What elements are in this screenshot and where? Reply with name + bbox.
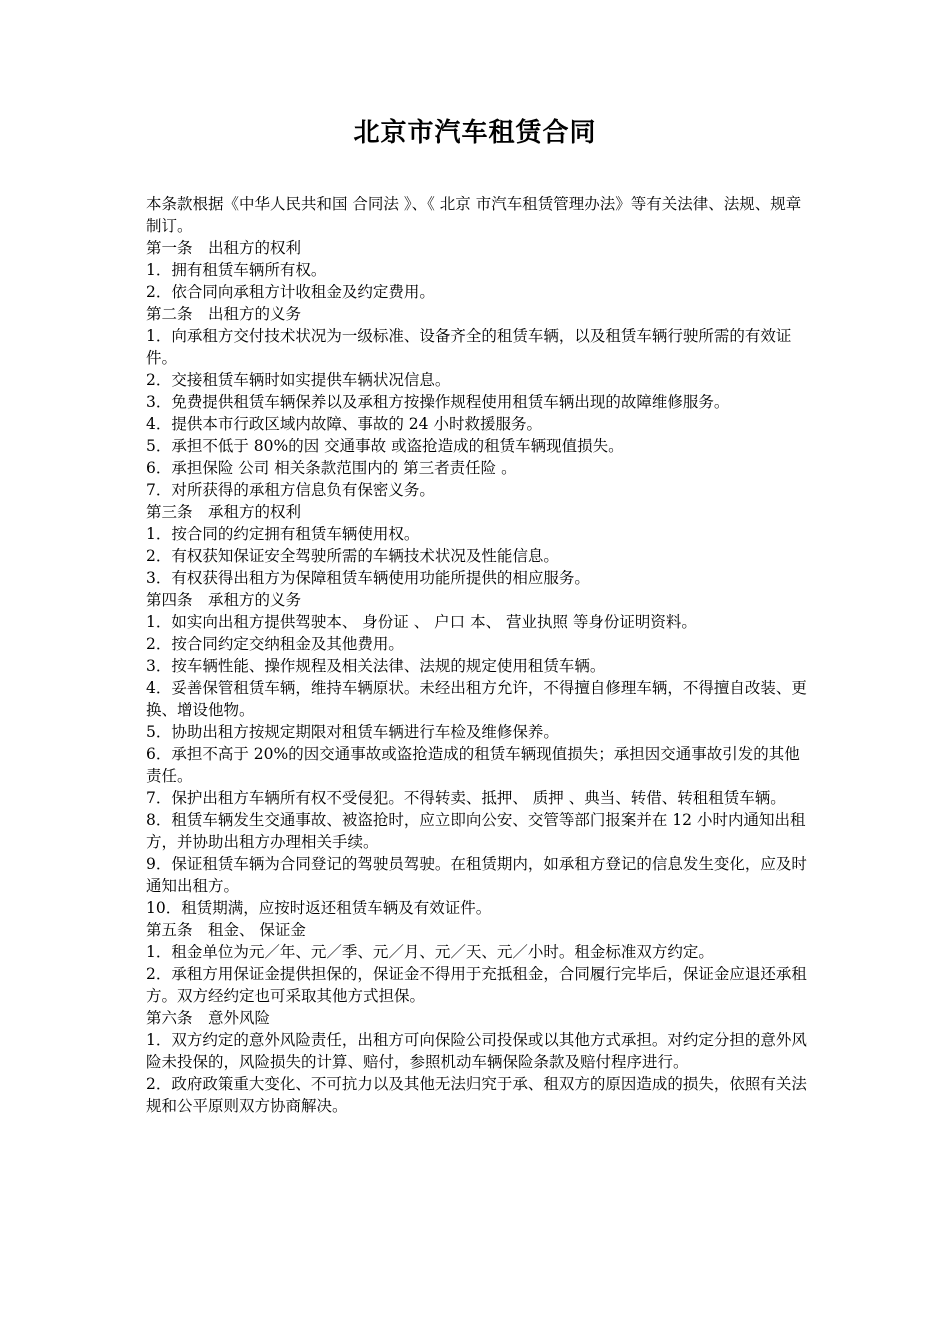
contract-paragraph: 9．保证租赁车辆为合同登记的驾驶员驾驶。在租赁期内，如承租方登记的信息发生变化，应及时通知出租方。: [146, 855, 807, 895]
contract-paragraph: 2．政府政策重大变化、不可抗力以及其他无法归究于承、租双方的原因造成的损失，依照有关法规和公平原则双方协商解决。: [146, 1075, 807, 1115]
contract-paragraph: 1．拥有租赁车辆所有权。: [146, 261, 327, 279]
contract-paragraph: 10．租赁期满，应按时返还租赁车辆及有效证件。: [146, 899, 492, 917]
contract-paragraph: 第一条 出租方的权利: [146, 239, 302, 257]
contract-paragraph: 3．免费提供租赁车辆保养以及承租方按操作规程使用租赁车辆出现的故障维修服务。: [146, 393, 730, 411]
contract-paragraph: 第二条 出租方的义务: [146, 305, 302, 323]
contract-paragraph: 6．承担保险 公司 相关条款范围内的 第三者责任险 。: [146, 459, 517, 477]
contract-paragraph: 6．承担不高于 20%的因交通事故或盗抢造成的租赁车辆现值损失；承担因交通事故引发的其他责任。: [146, 745, 800, 785]
contract-paragraph: 5．协助出租方按规定期限对租赁车辆进行车检及维修保养。: [146, 723, 559, 741]
contract-paragraph: 第五条 租金、 保证金: [146, 921, 306, 939]
contract-paragraph: 第四条 承租方的义务: [146, 591, 302, 609]
contract-paragraph: 2．有权获知保证安全驾驶所需的车辆技术状况及性能信息。: [146, 547, 559, 565]
contract-paragraph: 4．妥善保管租赁车辆，维持车辆原状。未经出租方允许，不得擅自修理车辆，不得擅自改装、更换、增设他物。: [146, 679, 807, 719]
contract-paragraph: 1．向承租方交付技术状况为一级标准、设备齐全的租赁车辆，以及租赁车辆行驶所需的有效证件。: [146, 327, 792, 367]
contract-paragraph: 7．保护出租方车辆所有权不受侵犯。不得转卖、抵押、 质押 、典当、转借、转租租赁车辆。: [146, 789, 786, 807]
contract-paragraph: 8．租赁车辆发生交通事故、被盗抢时，应立即向公安、交管等部门报案并在 12 小时内通知出租方，并协助出租方办理相关手续。: [146, 811, 806, 851]
contract-paragraph: 1．租金单位为元／年、元／季、元／月、元／天、元／小时。租金标准双方约定。: [146, 943, 714, 961]
contract-paragraph: 2．承租方用保证金提供担保的，保证金不得用于充抵租金，合同履行完毕后，保证金应退还承租方。双方经约定也可采取其他方式担保。: [146, 965, 807, 1005]
contract-paragraph: 3．有权获得出租方为保障租赁车辆使用功能所提供的相应服务。: [146, 569, 590, 587]
contract-paragraph: 7．对所获得的承租方信息负有保密义务。: [146, 481, 435, 499]
contract-paragraph: 5．承担不低于 80%的因 交通事故 或盗抢造成的租赁车辆现值损失。: [146, 437, 624, 455]
contract-paragraph: 2．按合同约定交纳租金及其他费用。: [146, 635, 404, 653]
contract-paragraph: 3．按车辆性能、操作规程及相关法律、法规的规定使用租赁车辆。: [146, 657, 606, 675]
contract-paragraph: 1．按合同的约定拥有租赁车辆使用权。: [146, 525, 420, 543]
contract-paragraph: 第三条 承租方的权利: [146, 503, 302, 521]
contract-paragraph: 2．依合同向承租方计收租金及约定费用。: [146, 283, 435, 301]
contract-paragraph: 4．提供本市行政区域内故障、事故的 24 小时救援服务。: [146, 415, 542, 433]
contract-paragraph: 1．如实向出租方提供驾驶本、 身份证 、 户口 本、 营业执照 等身份证明资料。: [146, 613, 697, 631]
contract-paragraph: 1．双方约定的意外风险责任，出租方可向保险公司投保或以其他方式承担。对约定分担的意外风险未投保的，风险损失的计算、赔付，参照机动车辆保险条款及赔付程序进行。: [146, 1031, 807, 1071]
contract-body: [146, 193, 811, 1117]
document-title: 北京市汽车租赁合同: [353, 118, 597, 148]
contract-paragraph: 本条款根据《中华人民共和国 合同法 》、《 北京 市汽车租赁管理办法》等有关法律、法规、规章制订。: [146, 195, 802, 235]
contract-paragraph: 2．交接租赁车辆时如实提供车辆状况信息。: [146, 371, 451, 389]
contract-paragraph: 第六条 意外风险: [146, 1009, 271, 1027]
